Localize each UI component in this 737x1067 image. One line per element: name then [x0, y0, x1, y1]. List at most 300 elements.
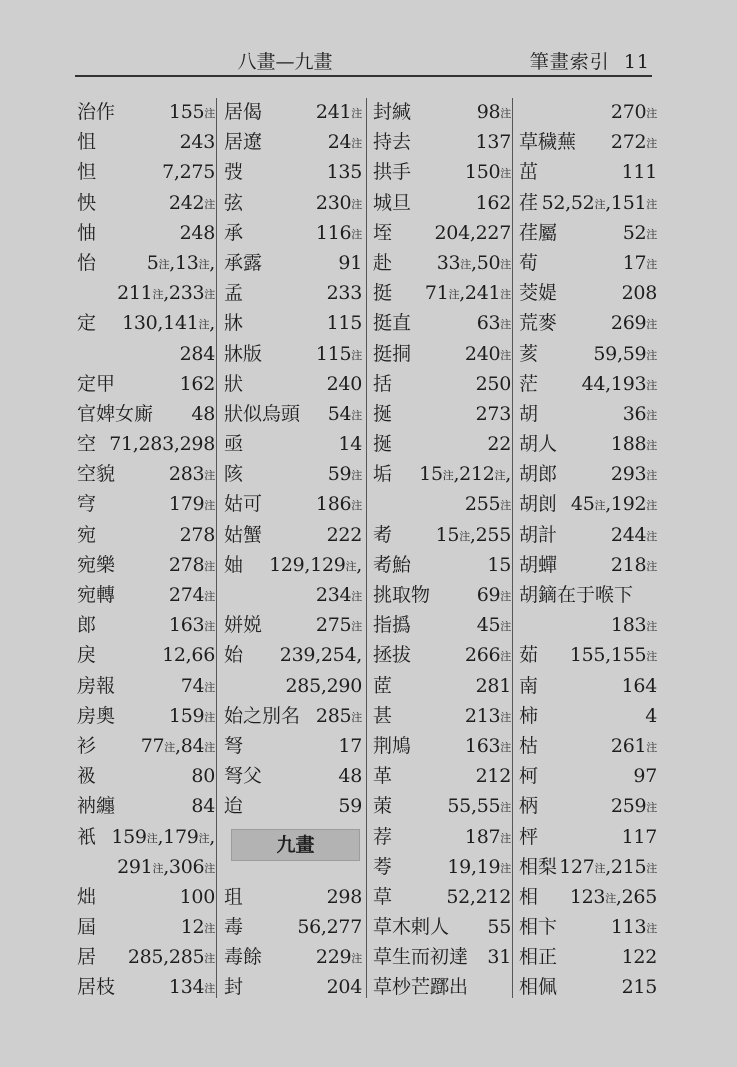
entry-headword: 荏: [519, 191, 539, 214]
entry-headword: 狀: [224, 372, 244, 395]
entry-headword: 草木剌人: [373, 916, 450, 939]
index-entry: [519, 399, 657, 429]
entry-page-refs: 113注: [610, 916, 657, 939]
entry-page-refs: 241注: [315, 101, 362, 123]
entry-headword: 屆: [77, 916, 97, 939]
entry-headword: 姘娧: [224, 614, 263, 637]
index-entry: [519, 791, 657, 821]
entry-headword: 空貌: [77, 463, 116, 486]
entry-headword: 胡鏑在于喉下: [519, 584, 634, 606]
entry-page-refs: 285,285注: [127, 946, 215, 969]
entry-page-refs: 45注,192注: [570, 493, 657, 516]
index-entry: [373, 912, 511, 942]
index-entry: [373, 308, 511, 338]
entry-page-refs: 63注: [476, 312, 511, 335]
index-entry: [77, 218, 215, 248]
index-entry: [373, 127, 511, 157]
index-entry: [373, 731, 511, 761]
index-entry: [519, 701, 657, 731]
entry-headword: 荒麥: [519, 312, 558, 335]
entry-page-refs: 59: [338, 795, 362, 818]
entry-page-refs: 129,129注,: [269, 553, 362, 576]
column-divider: [366, 98, 367, 998]
entry-page-refs: 244注: [610, 523, 657, 546]
entry-headword: 革: [373, 765, 393, 788]
entry-headword: 弩父: [224, 765, 263, 788]
entry-headword: 胡: [519, 402, 539, 425]
entry-headword: 姑蟹: [224, 523, 263, 546]
entry-headword: 怚: [77, 131, 97, 154]
entry-page-refs: 155,155注: [569, 644, 657, 667]
entry-headword: 毒: [224, 916, 244, 939]
entry-page-refs: 239,254,: [279, 644, 362, 667]
entry-headword: 拱手: [373, 161, 412, 184]
entry-page-refs: 100: [179, 885, 215, 908]
entry-headword: 姑可: [224, 493, 263, 516]
entry-headword: 孟: [224, 282, 244, 305]
entry-page-refs: 215: [621, 976, 657, 999]
entry-page-refs: 285,290: [285, 674, 362, 697]
index-entry: [373, 580, 511, 610]
entry-page-refs: 278注: [168, 553, 215, 576]
entry-page-refs: 77注,84注: [140, 734, 215, 757]
entry-page-refs: 52,212: [446, 885, 511, 908]
index-entry: [519, 912, 657, 942]
entry-headword: 括: [373, 372, 393, 395]
entry-page-refs: 36注: [622, 402, 657, 425]
entry-headword: 耇鮐: [373, 553, 412, 576]
index-entry: [519, 157, 657, 187]
entry-page-refs: 14: [338, 433, 362, 456]
entry-headword: 弦: [224, 191, 244, 214]
entry-page-refs: 137: [475, 131, 511, 154]
entry-headword: 狀似烏頭: [224, 402, 301, 425]
entry-headword: 胡人: [519, 433, 558, 456]
entry-headword: 戾: [77, 644, 97, 667]
entry-page-refs: 74注: [180, 674, 215, 697]
entry-headword: 郎: [77, 614, 97, 637]
index-entry: [519, 882, 657, 912]
index-entry: [519, 731, 657, 761]
entry-page-refs: 122: [621, 946, 657, 969]
entry-page-refs: 291注,306注: [117, 855, 215, 878]
entry-page-refs: 218注: [610, 553, 657, 576]
index-entry: [77, 339, 215, 369]
column-divider: [216, 98, 217, 998]
entry-headword: 宛: [77, 523, 97, 546]
index-entry: [224, 671, 362, 701]
entry-page-refs: 17注: [622, 251, 657, 274]
entry-page-refs: 266注: [464, 644, 511, 667]
entry-page-refs: 59,59注: [593, 342, 657, 365]
entry-headword: 宛轉: [77, 584, 116, 606]
index-entry: [77, 942, 215, 972]
index-entry: [373, 369, 511, 399]
index-entry: [77, 671, 215, 701]
index-column-3: [373, 97, 511, 1003]
index-entry: [519, 852, 657, 882]
entry-headword: 柯: [519, 765, 539, 788]
entry-page-refs: 163注: [464, 734, 511, 757]
index-entry: [224, 248, 362, 278]
entry-headword: 茁: [519, 161, 539, 184]
entry-page-refs: 261注: [610, 734, 657, 757]
index-entry: [224, 278, 362, 308]
index-title-text: 筆畫索引: [529, 51, 610, 73]
entry-headword: 妯: [224, 553, 244, 576]
entry-headword: 衱: [77, 765, 97, 788]
index-entry: [519, 610, 657, 640]
entry-headword: 弢: [224, 161, 244, 184]
entry-page-refs: 45注: [476, 614, 511, 637]
index-entry: [519, 550, 657, 580]
index-entry: [77, 369, 215, 399]
entry-page-refs: 163注: [168, 614, 215, 637]
index-entry: [224, 882, 362, 912]
entry-page-refs: 97: [633, 765, 657, 788]
entry-page-refs: 275注: [315, 614, 362, 637]
index-entry: [224, 188, 362, 218]
entry-page-refs: 91: [338, 251, 362, 274]
entry-page-refs: 4: [645, 704, 657, 727]
index-entry: [77, 308, 215, 338]
entry-page-refs: 15: [487, 553, 511, 576]
entry-page-refs: 54注: [327, 402, 362, 425]
index-entry: [373, 550, 511, 580]
index-entry: [519, 429, 657, 459]
index-entry: [224, 610, 362, 640]
entry-headword: 草穢蕪: [519, 131, 577, 154]
entry-page-refs: 98注: [476, 101, 511, 123]
entry-headword: 挺挏: [373, 342, 412, 365]
entry-page-refs: 248: [179, 221, 215, 244]
index-entry: [373, 882, 511, 912]
entry-page-refs: 259注: [610, 795, 657, 818]
index-entry: [224, 761, 362, 791]
index-entry: [519, 308, 657, 338]
entry-headword: 始之別名: [224, 704, 301, 727]
index-column-2: [224, 97, 362, 1003]
index-entry: [373, 248, 511, 278]
entry-page-refs: 24注: [327, 131, 362, 154]
index-entry: [519, 339, 657, 369]
entry-headword: 相正: [519, 946, 558, 969]
index-entry: [373, 671, 511, 701]
index-entry: [519, 972, 657, 1002]
index-entry: [373, 852, 511, 882]
index-entry: [519, 640, 657, 670]
entry-page-refs: 234注: [315, 584, 362, 606]
index-entry: [224, 520, 362, 550]
entry-headword: 相卞: [519, 916, 558, 939]
index-entry: [373, 429, 511, 459]
entry-headword: 毒餘: [224, 946, 263, 969]
entry-headword: 封: [224, 976, 244, 999]
entry-page-refs: 12注: [180, 916, 215, 939]
index-entry: [77, 731, 215, 761]
index-entry: [373, 218, 511, 248]
entry-headword: 茫: [519, 372, 539, 395]
index-entry: [373, 761, 511, 791]
entry-headword: 胡郎: [519, 463, 558, 486]
entry-page-refs: 116注: [315, 221, 362, 244]
index-entry: [77, 489, 215, 519]
entry-headword: 怡: [77, 251, 97, 274]
index-entry: [77, 791, 215, 821]
index-entry: [224, 972, 362, 1002]
entry-headword: 牀: [224, 312, 244, 335]
entry-headword: 柿: [519, 704, 539, 727]
entry-headword: 怛: [77, 161, 97, 184]
entry-page-refs: 19,19注: [447, 855, 511, 878]
entry-headword: 柄: [519, 795, 539, 818]
entry-headword: 挺: [373, 282, 393, 305]
entry-page-refs: 80: [191, 765, 215, 788]
index-entry: [373, 278, 511, 308]
entry-headword: 衫: [77, 734, 97, 757]
entry-headword: 胡計: [519, 523, 558, 546]
entry-headword: 怞: [77, 221, 97, 244]
column-divider: [512, 98, 513, 998]
entry-headword: 茝: [373, 674, 393, 697]
index-entry: [373, 520, 511, 550]
entry-page-refs: 123注,265: [569, 885, 657, 908]
index-entry: [224, 157, 362, 187]
entry-page-refs: 211注,233注: [117, 282, 215, 305]
entry-headword: 耇: [373, 523, 393, 546]
entry-page-refs: 242注: [168, 191, 215, 214]
entry-headword: 垤: [373, 221, 393, 244]
entry-page-refs: 278: [179, 523, 215, 546]
entry-headword: 承露: [224, 251, 263, 274]
entry-page-refs: 255注: [464, 493, 511, 516]
index-entry: [519, 489, 657, 519]
entry-headword: 荀: [519, 251, 539, 274]
entry-headword: 拯拔: [373, 644, 412, 667]
entry-headword: 草生而初達: [373, 946, 469, 969]
entry-headword: 亟: [224, 433, 244, 456]
entry-page-refs: 155注: [168, 101, 215, 123]
entry-page-refs: 208: [621, 282, 657, 305]
entry-page-refs: 84: [191, 795, 215, 818]
index-entry: [224, 339, 362, 369]
entry-page-refs: 240注: [464, 342, 511, 365]
index-entry: [77, 127, 215, 157]
entry-page-refs: 115: [326, 312, 362, 335]
index-entry: [224, 489, 362, 519]
entry-page-refs: 52,52注,151注: [541, 191, 657, 214]
entry-page-refs: 55: [487, 916, 511, 939]
entry-page-refs: 283注: [168, 463, 215, 486]
index-entry: [373, 640, 511, 670]
entry-headword: 怏: [77, 191, 97, 214]
entry-headword: 封緘: [373, 101, 412, 123]
entry-headword: 胡蟬: [519, 553, 558, 576]
index-entry: [373, 97, 511, 127]
entry-page-refs: 31: [487, 946, 511, 969]
entry-page-refs: 33注,50注: [436, 251, 511, 274]
entry-page-refs: 12,66: [162, 644, 215, 667]
entry-page-refs: 134注: [168, 976, 215, 999]
index-entry: [373, 339, 511, 369]
index-entry: [519, 942, 657, 972]
entry-page-refs: 52注: [622, 221, 657, 244]
index-entry: [224, 791, 362, 821]
entry-page-refs: 22: [487, 433, 511, 456]
entry-page-refs: 115注: [315, 342, 362, 365]
index-entry: [77, 761, 215, 791]
index-entry: [373, 489, 511, 519]
entry-headword: 荐: [373, 825, 393, 848]
index-entry: [519, 369, 657, 399]
entry-page-refs: 270注: [610, 101, 657, 123]
entry-headword: 始: [224, 644, 244, 667]
index-entry: [224, 97, 362, 127]
page-header: [75, 45, 652, 73]
entry-page-refs: 59注: [327, 463, 362, 486]
index-entry: [77, 972, 215, 1002]
entry-page-refs: 117: [621, 825, 657, 848]
index-entry: [77, 640, 215, 670]
entry-headword: 指撝: [373, 614, 412, 637]
entry-headword: 承: [224, 221, 244, 244]
entry-headword: 迨: [224, 795, 244, 818]
entry-page-refs: 48: [191, 402, 215, 425]
entry-headword: 居: [77, 946, 97, 969]
entry-headword: 城旦: [373, 191, 412, 214]
index-entry: [224, 218, 362, 248]
entry-page-refs: 48: [338, 765, 362, 788]
index-entry: [224, 369, 362, 399]
entry-headword: 垢: [373, 463, 393, 486]
entry-headword: 荂: [373, 855, 393, 878]
entry-page-refs: 293注: [610, 463, 657, 486]
index-entry: [373, 942, 511, 972]
entry-headword: 衹: [77, 825, 97, 848]
index-entry: [224, 580, 362, 610]
index-entry: [77, 550, 215, 580]
entry-page-refs: 272注: [610, 131, 657, 154]
index-entry: [373, 610, 511, 640]
index-entry: [77, 399, 215, 429]
index-entry: [77, 610, 215, 640]
entry-page-refs: 17: [338, 734, 362, 757]
index-entry: [373, 791, 511, 821]
entry-page-refs: 15注,212注,: [419, 463, 511, 486]
index-entry: [373, 399, 511, 429]
entry-page-refs: 204,227: [434, 221, 511, 244]
index-entry: [373, 701, 511, 731]
entry-headword: 挻: [373, 433, 393, 456]
index-column-1: [77, 97, 215, 1003]
entry-headword: 珇: [224, 885, 244, 908]
entry-headword: 牀版: [224, 342, 263, 365]
entry-page-refs: 164: [621, 674, 657, 697]
entry-headword: 相: [519, 885, 539, 908]
entry-headword: 宛樂: [77, 553, 116, 576]
entry-headword: 相佩: [519, 976, 558, 999]
entry-page-refs: 269注: [610, 312, 657, 335]
index-entry: [373, 822, 511, 852]
entry-headword: 挑取物: [373, 584, 431, 606]
index-entry: [77, 157, 215, 187]
entry-page-refs: 188注: [610, 433, 657, 456]
index-title: [530, 47, 650, 74]
entry-page-refs: 162: [179, 372, 215, 395]
entry-page-refs: 213注: [464, 704, 511, 727]
entry-headword: 陔: [224, 463, 244, 486]
index-entry: [224, 308, 362, 338]
entry-page-refs: 183注: [610, 614, 657, 637]
entry-headword: 定甲: [77, 372, 116, 395]
index-entry: [519, 520, 657, 550]
entry-headword: 相梨: [519, 855, 558, 878]
entry-headword: 草杪芒䠬出: [373, 976, 469, 999]
entry-page-refs: 69注: [476, 584, 511, 606]
section-range: 八畫—九畫: [237, 51, 333, 73]
entry-page-refs: 187注: [464, 825, 511, 848]
entry-headword: 荄: [519, 342, 539, 365]
entry-headword: 穹: [77, 493, 97, 516]
entry-page-refs: 204: [326, 976, 362, 999]
entry-page-refs: 127注,215注: [559, 855, 657, 878]
entry-page-refs: 212: [475, 765, 511, 788]
entry-page-refs: 179注: [168, 493, 215, 516]
entry-headword: 持去: [373, 131, 412, 154]
entry-headword: 房奧: [77, 704, 116, 727]
index-entry: [224, 429, 362, 459]
entry-headword: 茭媞: [519, 282, 558, 305]
entry-page-refs: 274注: [168, 584, 215, 606]
entry-headword: 荏屬: [519, 221, 558, 244]
entry-headword: 挻: [373, 402, 393, 425]
entry-headword: 赴: [373, 251, 393, 274]
index-entry: [77, 429, 215, 459]
index-entry: [224, 731, 362, 761]
index-entry: [224, 550, 362, 580]
index-entry: [77, 188, 215, 218]
entry-page-refs: 230注: [315, 191, 362, 214]
index-entry: [224, 912, 362, 942]
entry-headword: 荆鳩: [373, 734, 412, 757]
entry-headword: 衲纏: [77, 795, 116, 818]
entry-headword: 居偈: [224, 101, 263, 123]
entry-page-refs: 7,275: [162, 161, 215, 184]
entry-page-refs: 55,55注: [447, 795, 511, 818]
entry-page-refs: 284: [179, 342, 215, 365]
entry-page-refs: 229注: [315, 946, 362, 969]
entry-page-refs: 71注,241注: [424, 282, 511, 305]
index-entry: [77, 852, 215, 882]
index-entry: [519, 459, 657, 489]
entry-page-refs: 285注: [315, 704, 362, 727]
entry-headword: 茹: [519, 644, 539, 667]
index-entry: [224, 701, 362, 731]
index-entry: [77, 882, 215, 912]
index-entry: [77, 97, 215, 127]
index-entry: [519, 218, 657, 248]
index-entry: [77, 912, 215, 942]
entry-headword: 茦: [373, 795, 393, 818]
index-entry: [77, 520, 215, 550]
index-entry: [77, 248, 215, 278]
entry-headword: 草: [373, 885, 393, 908]
index-entry: [77, 580, 215, 610]
entry-headword: 枰: [519, 825, 539, 848]
index-entry: [224, 399, 362, 429]
entry-page-refs: 250: [475, 372, 511, 395]
entry-headword: 官婢女廝: [77, 402, 154, 425]
